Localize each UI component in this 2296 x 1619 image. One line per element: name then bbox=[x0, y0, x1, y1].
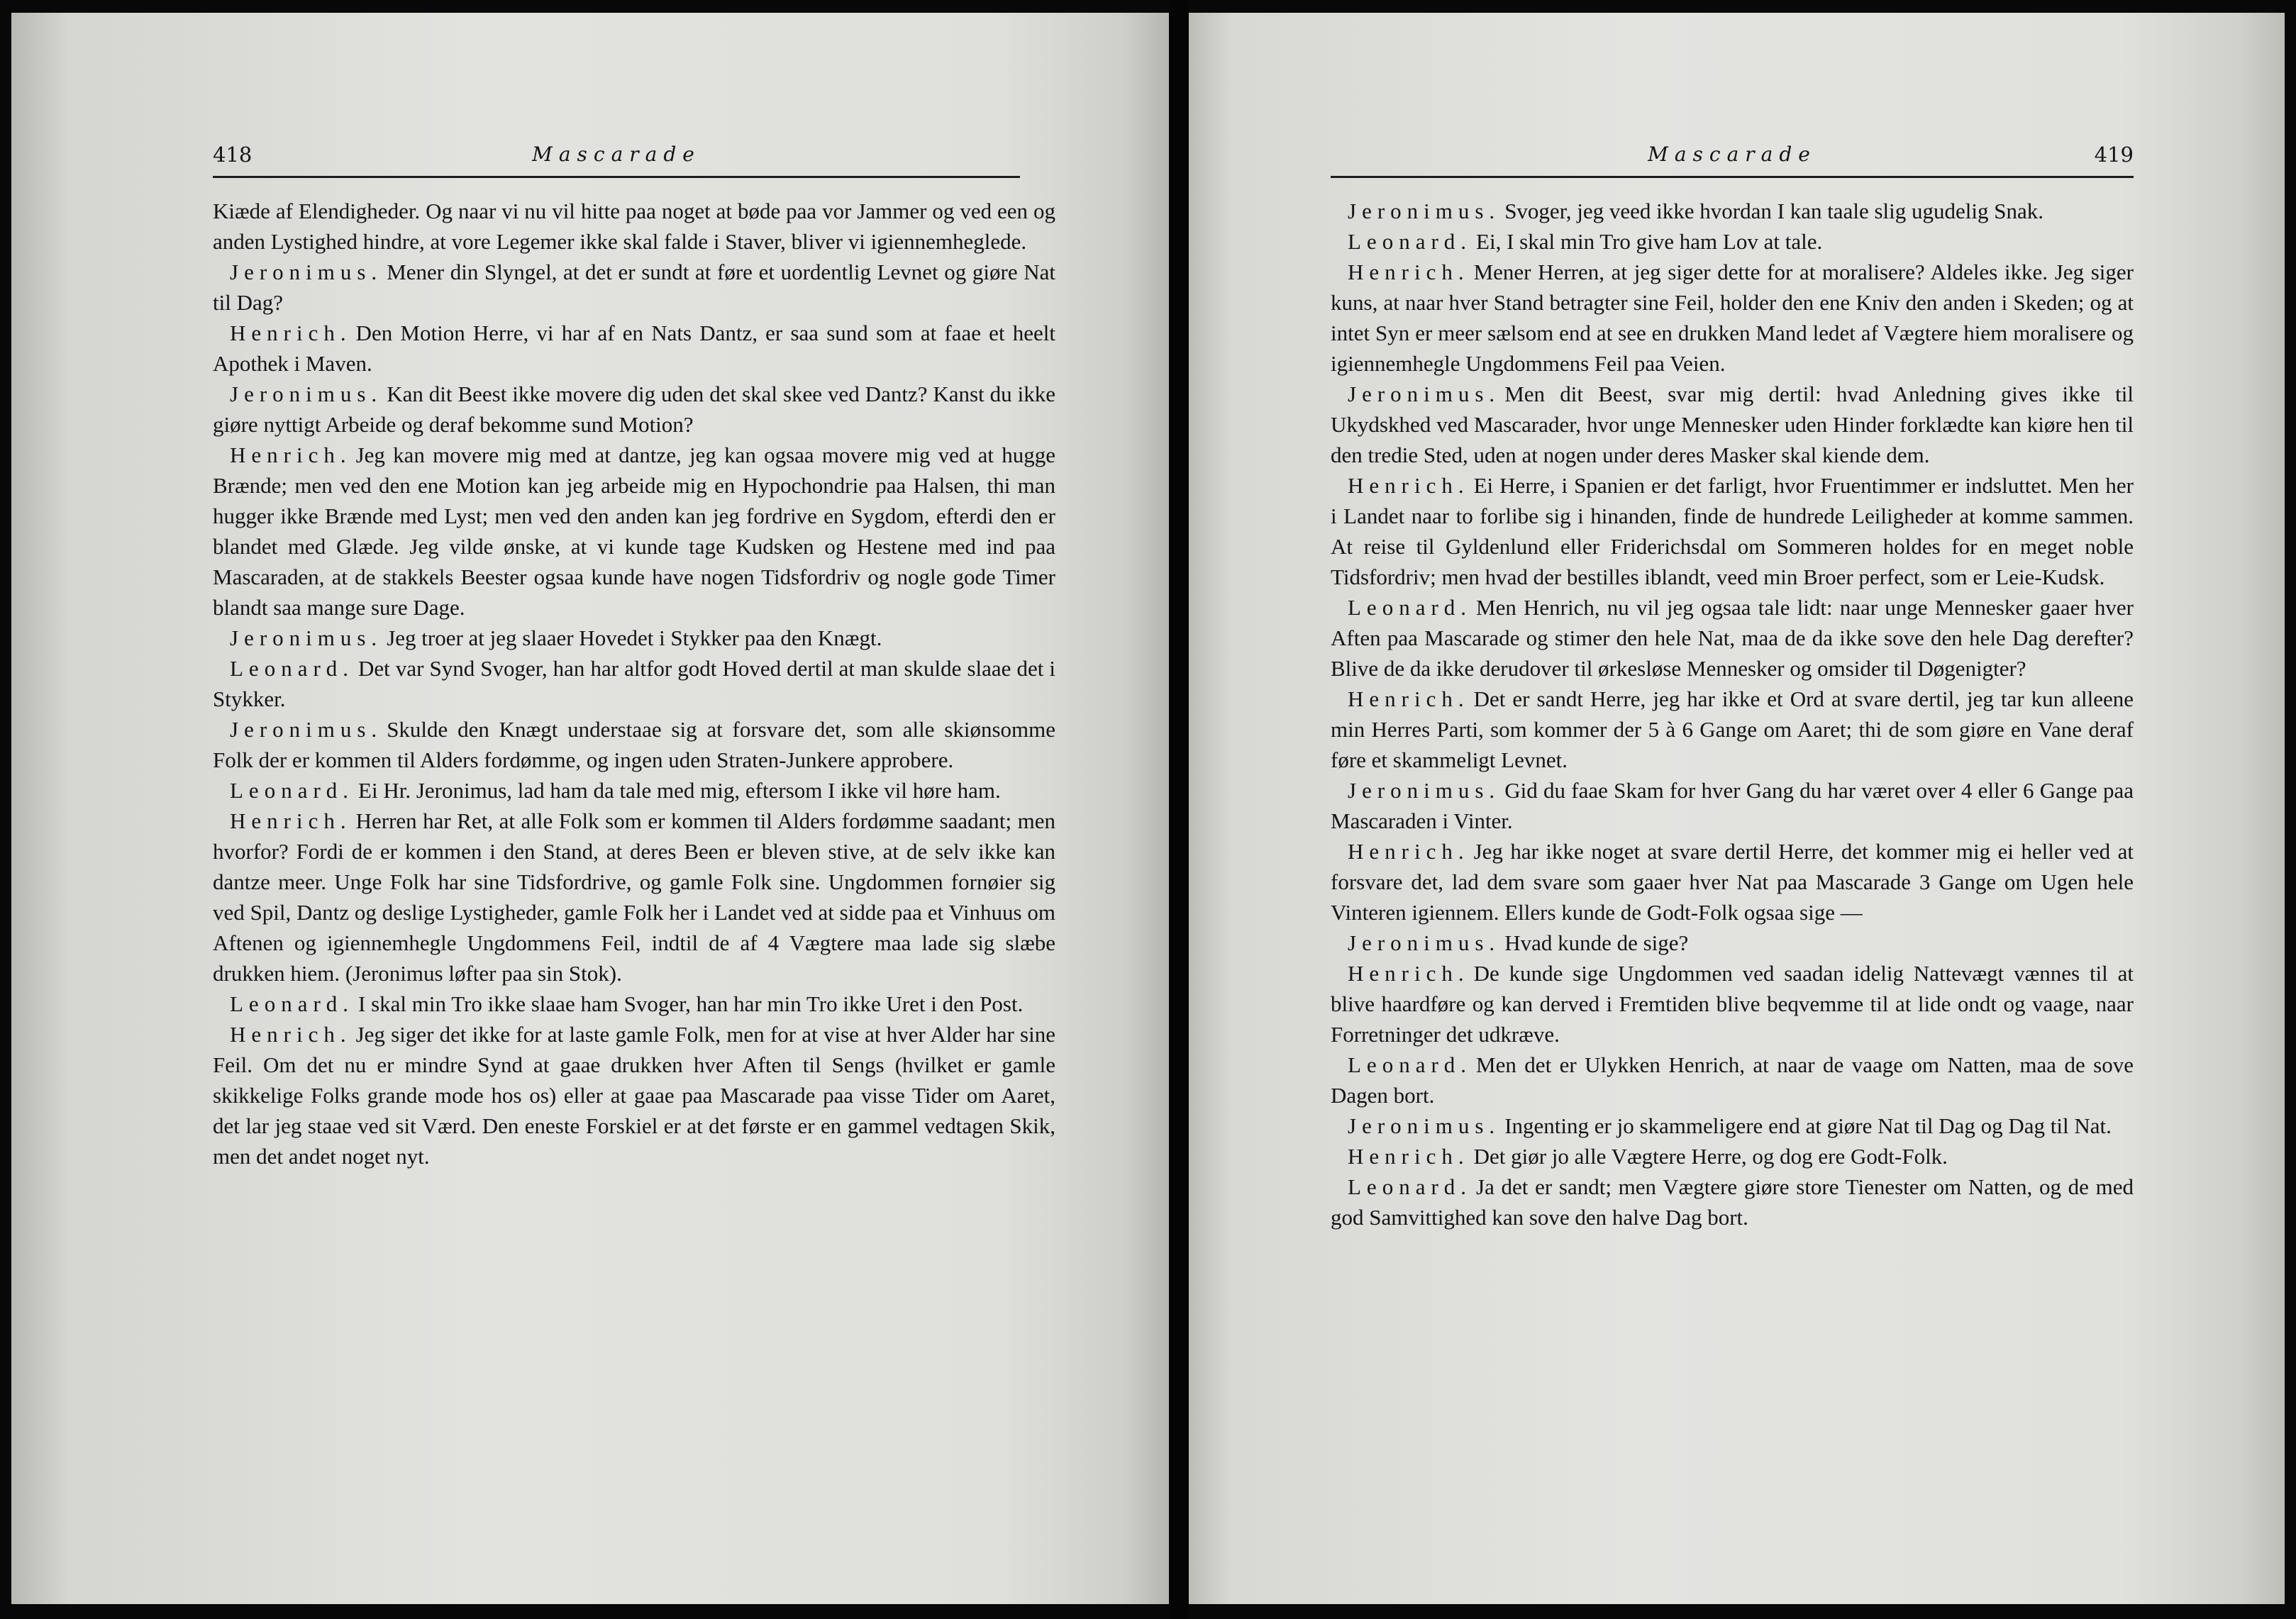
speaker-name: Henrich. bbox=[230, 808, 352, 833]
paragraph bbox=[1331, 1111, 2134, 1141]
paragraph-text: Herren har Ret, at alle Folk som er kommen til Alders fordømme saadant; men hvorfor? Fordi de er kommen i den Stand, at deres Been er bleven stive, at de selv ikke kan dantze meer. Unge Folk har sine Tidsfordrive, og gamle Folk sine. Ungdommen fornøier sig ved Spil, Dantz og deslige Lystigheder, gamle Folk her i Landet ved at sidde paa et Vinhuus om Aftenen og igiennemhegle Ungdommens Feil, indtil de af 4 Vægtere maa lade sig slæbe drukken hiem. (Jeronimus løfter paa sin Stok). bbox=[213, 808, 1055, 986]
paragraph-text: Den Motion Herre, vi har af en Nats Dantz, er saa sund som at faae et heelt Apothek i Maven. bbox=[213, 321, 1055, 376]
left-page-number: 418 bbox=[213, 143, 253, 167]
paragraph bbox=[213, 196, 1055, 257]
paragraph-text: Jeg har ikke noget at svare dertil Herre, det kommer mig ei heller ved at forsvare det, lad dem svare som gaaer hver Nat paa Mascarade 3 Gange om Ugen hele Vinteren igiennem. Ellers kunde de Godt-Folk ogsaa sige — bbox=[1331, 839, 2134, 925]
speaker-name: Jeronimus. bbox=[230, 717, 383, 742]
speaker-name: Henrich. bbox=[230, 321, 352, 345]
paragraph bbox=[1331, 1050, 2134, 1111]
paragraph bbox=[213, 318, 1055, 379]
paragraph bbox=[1331, 1172, 2134, 1233]
left-running-head: Mascarade bbox=[532, 143, 701, 166]
paragraph-text: Kiæde af Elendigheder. Og naar vi nu vil hitte paa noget at bøde paa vor Jammer og ved een og anden Lystighed hindre, at vore Legemer ikke skal falde i Staver, bliver vi igiennemheglede. bbox=[213, 199, 1055, 254]
paragraph bbox=[1331, 775, 2134, 836]
speaker-name: Jeronimus. bbox=[230, 260, 383, 284]
book-gutter bbox=[1169, 0, 1189, 1619]
speaker-name: Jeronimus. bbox=[1348, 930, 1501, 955]
paragraph bbox=[213, 775, 1055, 806]
paragraph-text: Jeg troer at jeg slaaer Hovedet i Stykker paa den Knægt. bbox=[387, 625, 882, 650]
speaker-name: Henrich. bbox=[230, 1022, 352, 1047]
paragraph bbox=[1331, 1141, 2134, 1172]
paragraph bbox=[213, 257, 1055, 318]
speaker-name: Leonard. bbox=[230, 656, 355, 681]
paragraph bbox=[1331, 379, 2134, 470]
paragraph-text: Jeg siger det ikke for at laste gamle Folk, men for at vise at hver Alder har sine Feil. Om det nu er mindre Synd at gaae drukken hver Aften til Sengs (hvilket er gamle skikkelige Folks grande mode hos os) eller at gaae paa Mascarade paa visse Tider om Aaret, det lar jeg staae ved sit Værd. Den eneste Forskiel er at det første er en gammel vedtagen Skik, men det andet noget nyt. bbox=[213, 1022, 1055, 1169]
speaker-name: Henrich. bbox=[1348, 961, 1470, 986]
right-page-text bbox=[1331, 196, 2134, 1233]
speaker-name: Jeronimus. bbox=[1348, 778, 1501, 803]
speaker-name: Leonard. bbox=[1348, 1052, 1473, 1077]
speaker-name: Leonard. bbox=[230, 991, 355, 1016]
right-page-header bbox=[1331, 133, 2134, 178]
left-page bbox=[11, 13, 1169, 1604]
paragraph-text: Kan dit Beest ikke movere dig uden det skal skee ved Dantz? Kanst du ikke giøre nyttigt Arbeide og deraf bekomme sund Motion? bbox=[213, 382, 1055, 437]
paragraph-text: Det er sandt Herre, jeg har ikke et Ord at svare dertil, jeg tar kun alleene min Herres Parti, som kommer der 5 à 6 Gange om Aaret; thi de som giøre en Vane deraf føre et skammeligt Levnet. bbox=[1331, 686, 2134, 772]
speaker-name: Jeronimus. bbox=[1348, 1113, 1501, 1138]
right-page bbox=[1189, 13, 2285, 1604]
paragraph-text: Men dit Beest, svar mig dertil: hvad Anledning gives ikke til Ukydskhed ved Mascarader, hvor unge Mennesker uden Hinder forklædte kan kiøre hen til den tredie Sted, uden at nogen under deres Masker skal kiende dem. bbox=[1331, 382, 2134, 467]
paragraph-text: Mener Herren, at jeg siger dette for at moralisere? Aldeles ikke. Jeg siger kuns, at naar hver Stand betragter sine Feil, holder den ene Kniv den anden i Skeden; og at intet Syn er meer sælsom end at see en drukken Mand ledet af Vægtere hiem moralisere og igiennemhegle Ungdommens Feil paa Veien. bbox=[1331, 260, 2134, 376]
paragraph-text: Men det er Ulykken Henrich, at naar de vaage om Natten, maa de sove Dagen bort. bbox=[1331, 1052, 2134, 1108]
paragraph bbox=[1331, 684, 2134, 775]
paragraph-text: Ei Herre, i Spanien er det farligt, hvor Fruentimmer er indsluttet. Men her i Landet naar to forlibe sig i hinanden, finde de hundrede Leiligheder at komme sammen. At reise til Gyldenlund eller Friderichsdal om Sommeren holdes for en meget noble Tidsfordriv; men hvad der bestilles iblandt, veed min Broer perfect, som er Leie-Kudsk. bbox=[1331, 473, 2134, 589]
paragraph bbox=[213, 653, 1055, 714]
paragraph-text: Ja det er sandt; men Vægtere giøre store Tienester om Natten, og de med god Samvittighed kan sove den halve Dag bort. bbox=[1331, 1174, 2134, 1230]
paragraph-text: Det var Synd Svoger, han har altfor godt Hoved dertil at man skulde slaae det i Stykker. bbox=[213, 656, 1055, 711]
paragraph-text: Mener din Slyngel, at det er sundt at føre et uordentlig Levnet og giøre Nat til Dag? bbox=[213, 260, 1055, 315]
speaker-name: Henrich. bbox=[1348, 686, 1470, 711]
left-page-header bbox=[213, 133, 1020, 178]
paragraph bbox=[1331, 470, 2134, 592]
left-page-text bbox=[213, 196, 1055, 1172]
speaker-name: Leonard. bbox=[1348, 229, 1473, 254]
speaker-name: Henrich. bbox=[230, 443, 352, 467]
paragraph bbox=[1331, 836, 2134, 928]
paragraph-text: Ingenting er jo skammeligere end at giøre Nat til Dag og Dag til Nat. bbox=[1504, 1113, 2112, 1138]
paragraph bbox=[1331, 928, 2134, 958]
speaker-name: Leonard. bbox=[1348, 1174, 1473, 1199]
paragraph bbox=[213, 714, 1055, 775]
paragraph-text: Svoger, jeg veed ikke hvordan I kan taale slig ugudelig Snak. bbox=[1504, 199, 2043, 223]
speaker-name: Henrich. bbox=[1348, 1144, 1470, 1169]
speaker-name: Henrich. bbox=[1348, 260, 1470, 284]
paragraph bbox=[1331, 226, 2134, 257]
paragraph bbox=[1331, 958, 2134, 1050]
speaker-name: Leonard. bbox=[1348, 595, 1473, 620]
paragraph bbox=[213, 806, 1055, 989]
paragraph bbox=[213, 1019, 1055, 1172]
speaker-name: Henrich. bbox=[1348, 473, 1470, 498]
paragraph-text: Men Henrich, nu vil jeg ogsaa tale lidt: naar unge Mennesker gaaer hver Aften paa Mascarade og stimer den hele Nat, maa de da ikke sove den hele Dag derefter? Blive de da ikke derudover til ørkesløse Mennesker og omsider til Døgenigter? bbox=[1331, 595, 2134, 681]
paragraph bbox=[1331, 257, 2134, 379]
right-page-number: 419 bbox=[2094, 143, 2134, 167]
speaker-name: Leonard. bbox=[230, 778, 355, 803]
speaker-name: Jeronimus. bbox=[230, 382, 383, 406]
paragraph-text: I skal min Tro ikke slaae ham Svoger, han har min Tro ikke Uret i den Post. bbox=[358, 991, 1024, 1016]
paragraph bbox=[213, 989, 1055, 1019]
paragraph-text: Skulde den Knægt understaae sig at forsvare det, som alle skiønsomme Folk der er kommen til Alders fordømme, og ingen uden Straten-Junkere approbere. bbox=[213, 717, 1055, 772]
paragraph-text: Gid du faae Skam for hver Gang du har været over 4 eller 6 Gange paa Mascaraden i Vinter. bbox=[1331, 778, 2134, 833]
paragraph-text: Det giør jo alle Vægtere Herre, og dog ere Godt-Folk. bbox=[1473, 1144, 1948, 1169]
paragraph bbox=[213, 440, 1055, 623]
paragraph-text: Ei, I skal min Tro give ham Lov at tale. bbox=[1476, 229, 1823, 254]
right-running-head: Mascarade bbox=[1648, 143, 1817, 166]
paragraph bbox=[1331, 196, 2134, 226]
speaker-name: Jeronimus. bbox=[230, 625, 383, 650]
paragraph bbox=[213, 379, 1055, 440]
speaker-name: Jeronimus. bbox=[1348, 199, 1501, 223]
paragraph-text: Hvad kunde de sige? bbox=[1504, 930, 1689, 955]
paragraph-text: De kunde sige Ungdommen ved saadan idelig Nattevægt vænnes til at blive haardføre og kan derved i Fremtiden blive beqvemme til at lide ondt og vaage, naar Forretninger det udkræve. bbox=[1331, 961, 2134, 1047]
paragraph bbox=[213, 623, 1055, 653]
paragraph-text: Ei Hr. Jeronimus, lad ham da tale med mig, eftersom I ikke vil høre ham. bbox=[358, 778, 1001, 803]
speaker-name: Henrich. bbox=[1348, 839, 1470, 864]
speaker-name: Jeronimus. bbox=[1348, 382, 1501, 406]
paragraph-text: Jeg kan movere mig med at dantze, jeg kan ogsaa movere mig ved at hugge Brænde; men ved den ene Motion kan jeg arbeide mig en Hypochondrie paa Halsen, thi man hugger ikke Brænde med Lyst; men ved den anden kan jeg fordrive en Sygdom, efterdi den er blandet med Glæde. Jeg vilde ønske, at vi kunde tage Kudsken og Hestene med ind paa Mascaraden, at de stakkels Beester ogsaa kunde have nogen Tidsfordriv og nogle gode Timer blandt saa mange sure Dage. bbox=[213, 443, 1055, 620]
paragraph bbox=[1331, 592, 2134, 684]
